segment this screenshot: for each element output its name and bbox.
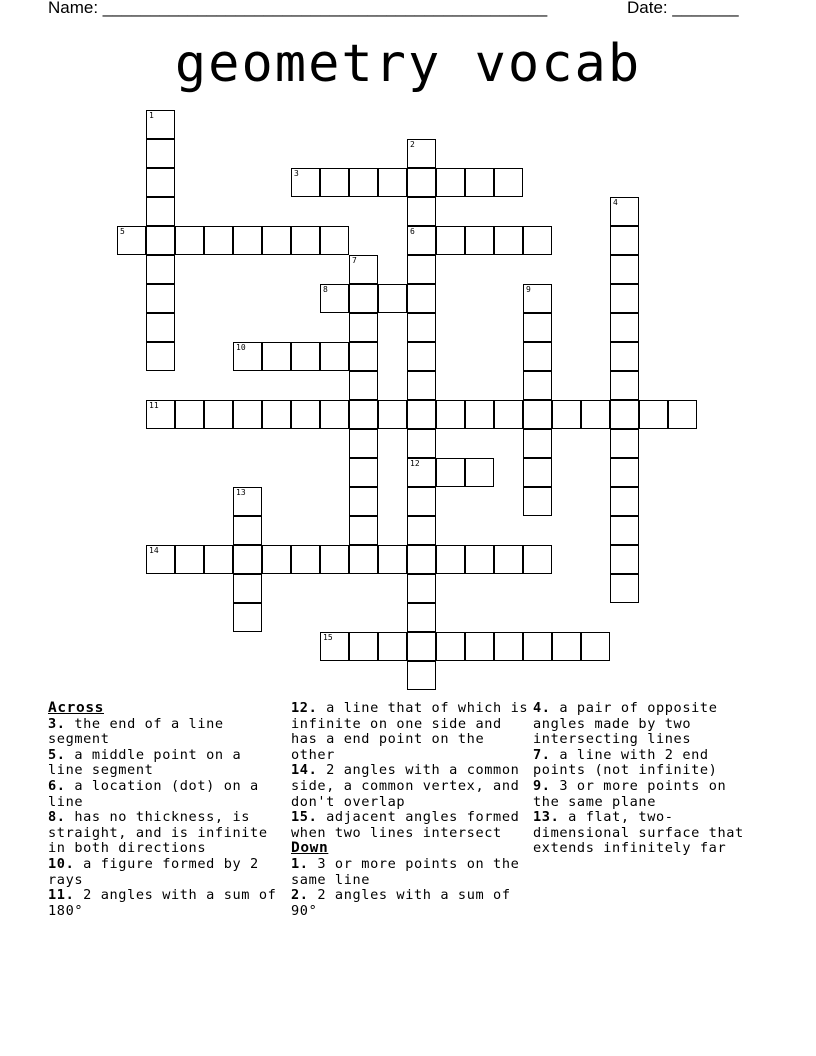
grid-cell[interactable] — [610, 342, 639, 371]
grid-cell[interactable] — [639, 400, 668, 429]
grid-cell[interactable] — [146, 168, 175, 197]
clue-number: 5 — [120, 227, 125, 236]
grid-cell[interactable] — [610, 487, 639, 516]
grid-cell[interactable] — [407, 458, 436, 487]
grid-cell[interactable] — [320, 226, 349, 255]
name-field: Name: _______________________________________________ — [48, 0, 548, 17]
across-clue: 12. a line that of which is infinite on one side and has a end point on the other — [291, 700, 529, 763]
grid-cell[interactable] — [523, 226, 552, 255]
grid-cell[interactable] — [465, 226, 494, 255]
grid-cell[interactable] — [610, 545, 639, 574]
grid-cell[interactable] — [407, 168, 436, 197]
grid-cell[interactable] — [610, 226, 639, 255]
clue-number: 3 — [294, 169, 299, 178]
grid-cell[interactable] — [465, 632, 494, 661]
grid-cell[interactable] — [204, 400, 233, 429]
grid-cell[interactable] — [407, 661, 436, 690]
grid-cell[interactable] — [523, 429, 552, 458]
grid-cell[interactable] — [407, 226, 436, 255]
grid-cell[interactable] — [320, 342, 349, 371]
grid-cell[interactable] — [407, 545, 436, 574]
grid-cell[interactable] — [552, 400, 581, 429]
clues-column-3 — [533, 701, 758, 857]
grid-cell[interactable] — [436, 400, 465, 429]
grid-cell[interactable] — [407, 342, 436, 371]
grid-cell[interactable] — [610, 313, 639, 342]
down-clue: 9. 3 or more points on the same plane — [533, 777, 727, 810]
grid-cell[interactable] — [581, 632, 610, 661]
grid-cell[interactable] — [407, 284, 436, 313]
clue-number: 14 — [149, 546, 159, 555]
clue-number: 7 — [352, 256, 357, 265]
grid-cell[interactable] — [233, 226, 262, 255]
grid-cell[interactable] — [610, 371, 639, 400]
clue-number: 13 — [236, 488, 246, 497]
across-clue: 15. adjacent angles formed when two lines intersect — [291, 809, 520, 841]
clues-column-2 — [291, 701, 531, 919]
clue-number: 15 — [323, 633, 333, 642]
grid-cell[interactable] — [262, 342, 291, 371]
grid-cell[interactable] — [436, 168, 465, 197]
grid-cell[interactable] — [349, 284, 378, 313]
clues-column-1 — [48, 701, 283, 919]
grid-cell[interactable] — [610, 429, 639, 458]
grid-cell[interactable] — [523, 545, 552, 574]
grid-cell[interactable] — [349, 313, 378, 342]
grid-cell[interactable] — [349, 429, 378, 458]
down-clue: 13. a flat, two-dimensional surface that extends infinitely far — [533, 809, 744, 857]
grid-cell[interactable] — [233, 400, 262, 429]
across-clue: 10. a figure formed by 2 rays — [48, 855, 259, 888]
clue-number: 8 — [323, 285, 328, 294]
grid-cell[interactable] — [581, 400, 610, 429]
grid-cell[interactable] — [523, 400, 552, 429]
grid-cell[interactable] — [610, 284, 639, 313]
grid-cell[interactable] — [262, 226, 291, 255]
grid-cell[interactable] — [494, 400, 523, 429]
grid-cell[interactable] — [465, 458, 494, 487]
clue-number: 2 — [410, 140, 415, 149]
grid-cell[interactable] — [407, 197, 436, 226]
grid-cell[interactable] — [146, 284, 175, 313]
grid-cell[interactable] — [436, 632, 465, 661]
grid-cell[interactable] — [262, 545, 291, 574]
grid-cell[interactable] — [320, 284, 349, 313]
grid-cell[interactable] — [291, 168, 320, 197]
grid-cell[interactable] — [233, 545, 262, 574]
grid-cell[interactable] — [523, 458, 552, 487]
grid-cell[interactable] — [320, 632, 349, 661]
across-clue: 8. has no thickness, is straight, and is infinite in both directions — [48, 809, 268, 857]
grid-cell[interactable] — [523, 342, 552, 371]
grid-cell[interactable] — [407, 139, 436, 168]
across-clue: 6. a location (dot) on a line — [48, 777, 259, 810]
grid-cell[interactable] — [407, 603, 436, 632]
grid-cell[interactable] — [494, 168, 523, 197]
clue-number: 9 — [526, 285, 531, 294]
down-clue: 4. a pair of opposite angles made by two intersecting lines — [533, 700, 718, 748]
grid-cell[interactable] — [233, 574, 262, 603]
grid-cell[interactable] — [233, 487, 262, 516]
across-clue: 11. 2 angles with a sum of 180° — [48, 887, 277, 919]
grid-cell[interactable] — [204, 545, 233, 574]
across-clue: 14. 2 angles with a common side, a common vertex, and don't overlap — [291, 762, 520, 810]
across-clue: 3. the end of a line segment — [48, 715, 224, 748]
grid-cell[interactable] — [378, 400, 407, 429]
grid-cell[interactable] — [436, 226, 465, 255]
grid-cell[interactable] — [523, 632, 552, 661]
clue-number: 11 — [149, 401, 159, 410]
grid-cell[interactable] — [378, 632, 407, 661]
grid-cell[interactable] — [320, 400, 349, 429]
grid-cell[interactable] — [610, 197, 639, 226]
grid-cell[interactable] — [523, 284, 552, 313]
grid-cell[interactable] — [610, 255, 639, 284]
grid-cell[interactable] — [146, 255, 175, 284]
grid-cell[interactable] — [349, 342, 378, 371]
grid-cell[interactable] — [320, 545, 349, 574]
grid-cell[interactable] — [349, 487, 378, 516]
grid-cell[interactable] — [378, 545, 407, 574]
grid-cell[interactable] — [349, 371, 378, 400]
clue-number: 4 — [613, 198, 618, 207]
grid-cell[interactable] — [291, 342, 320, 371]
grid-cell[interactable] — [407, 255, 436, 284]
grid-cell[interactable] — [610, 574, 639, 603]
grid-cell[interactable] — [146, 197, 175, 226]
grid-cell[interactable] — [146, 400, 175, 429]
grid-cell[interactable] — [146, 226, 175, 255]
grid-cell[interactable] — [349, 632, 378, 661]
grid-cell[interactable] — [291, 226, 320, 255]
grid-cell[interactable] — [349, 545, 378, 574]
grid-cell[interactable] — [233, 603, 262, 632]
grid-cell[interactable] — [407, 574, 436, 603]
clue-number: 6 — [410, 227, 415, 236]
across-heading: Across — [48, 700, 104, 716]
grid-cell[interactable] — [146, 342, 175, 371]
grid-cell[interactable] — [146, 110, 175, 139]
grid-cell[interactable] — [291, 545, 320, 574]
grid-cell[interactable] — [175, 226, 204, 255]
date-field: Date: _______ — [627, 0, 739, 17]
grid-cell[interactable] — [552, 632, 581, 661]
grid-cell[interactable] — [465, 545, 494, 574]
grid-cell[interactable] — [378, 284, 407, 313]
across-clue: 5. a middle point on a line segment — [48, 746, 242, 779]
grid-cell[interactable] — [407, 313, 436, 342]
grid-cell[interactable] — [465, 400, 494, 429]
clue-number: 10 — [236, 343, 246, 352]
grid-cell[interactable] — [349, 255, 378, 284]
grid-cell[interactable] — [146, 313, 175, 342]
grid-cell[interactable] — [349, 400, 378, 429]
grid-cell[interactable] — [204, 226, 233, 255]
grid-cell[interactable] — [349, 516, 378, 545]
grid-cell[interactable] — [494, 226, 523, 255]
grid-cell[interactable] — [610, 516, 639, 545]
grid-cell[interactable] — [523, 313, 552, 342]
grid-cell[interactable] — [262, 400, 291, 429]
grid-cell[interactable] — [523, 371, 552, 400]
page-title: geometry vocab — [174, 34, 642, 94]
grid-cell[interactable] — [407, 487, 436, 516]
grid-cell[interactable] — [291, 400, 320, 429]
grid-cell[interactable] — [407, 371, 436, 400]
grid-cell[interactable] — [465, 168, 494, 197]
grid-cell[interactable] — [233, 342, 262, 371]
grid-cell[interactable] — [117, 226, 146, 255]
grid-cell[interactable] — [175, 400, 204, 429]
clue-number: 1 — [149, 111, 154, 120]
down-clue: 7. a line with 2 end points (not infinite) — [533, 746, 718, 779]
grid-cell[interactable] — [407, 632, 436, 661]
grid-cell[interactable] — [320, 168, 349, 197]
grid-cell[interactable] — [349, 458, 378, 487]
grid-cell[interactable] — [494, 545, 523, 574]
grid-cell[interactable] — [407, 400, 436, 429]
grid-cell[interactable] — [668, 400, 697, 429]
grid-cell[interactable] — [523, 487, 552, 516]
grid-cell[interactable] — [146, 545, 175, 574]
grid-cell[interactable] — [233, 516, 262, 545]
grid-cell[interactable] — [407, 516, 436, 545]
grid-cell[interactable] — [494, 632, 523, 661]
grid-cell[interactable] — [349, 168, 378, 197]
grid-cell[interactable] — [378, 168, 407, 197]
down-clue: 1. 3 or more points on the same line — [291, 855, 520, 888]
down-clue: 2. 2 angles with a sum of 90° — [291, 887, 511, 919]
grid-cell[interactable] — [436, 458, 465, 487]
grid-cell[interactable] — [175, 545, 204, 574]
clue-number: 12 — [410, 459, 420, 468]
down-heading: Down — [291, 840, 329, 857]
grid-cell[interactable] — [610, 400, 639, 429]
grid-cell[interactable] — [436, 545, 465, 574]
grid-cell[interactable] — [610, 458, 639, 487]
grid-cell[interactable] — [407, 429, 436, 458]
grid-cell[interactable] — [146, 139, 175, 168]
